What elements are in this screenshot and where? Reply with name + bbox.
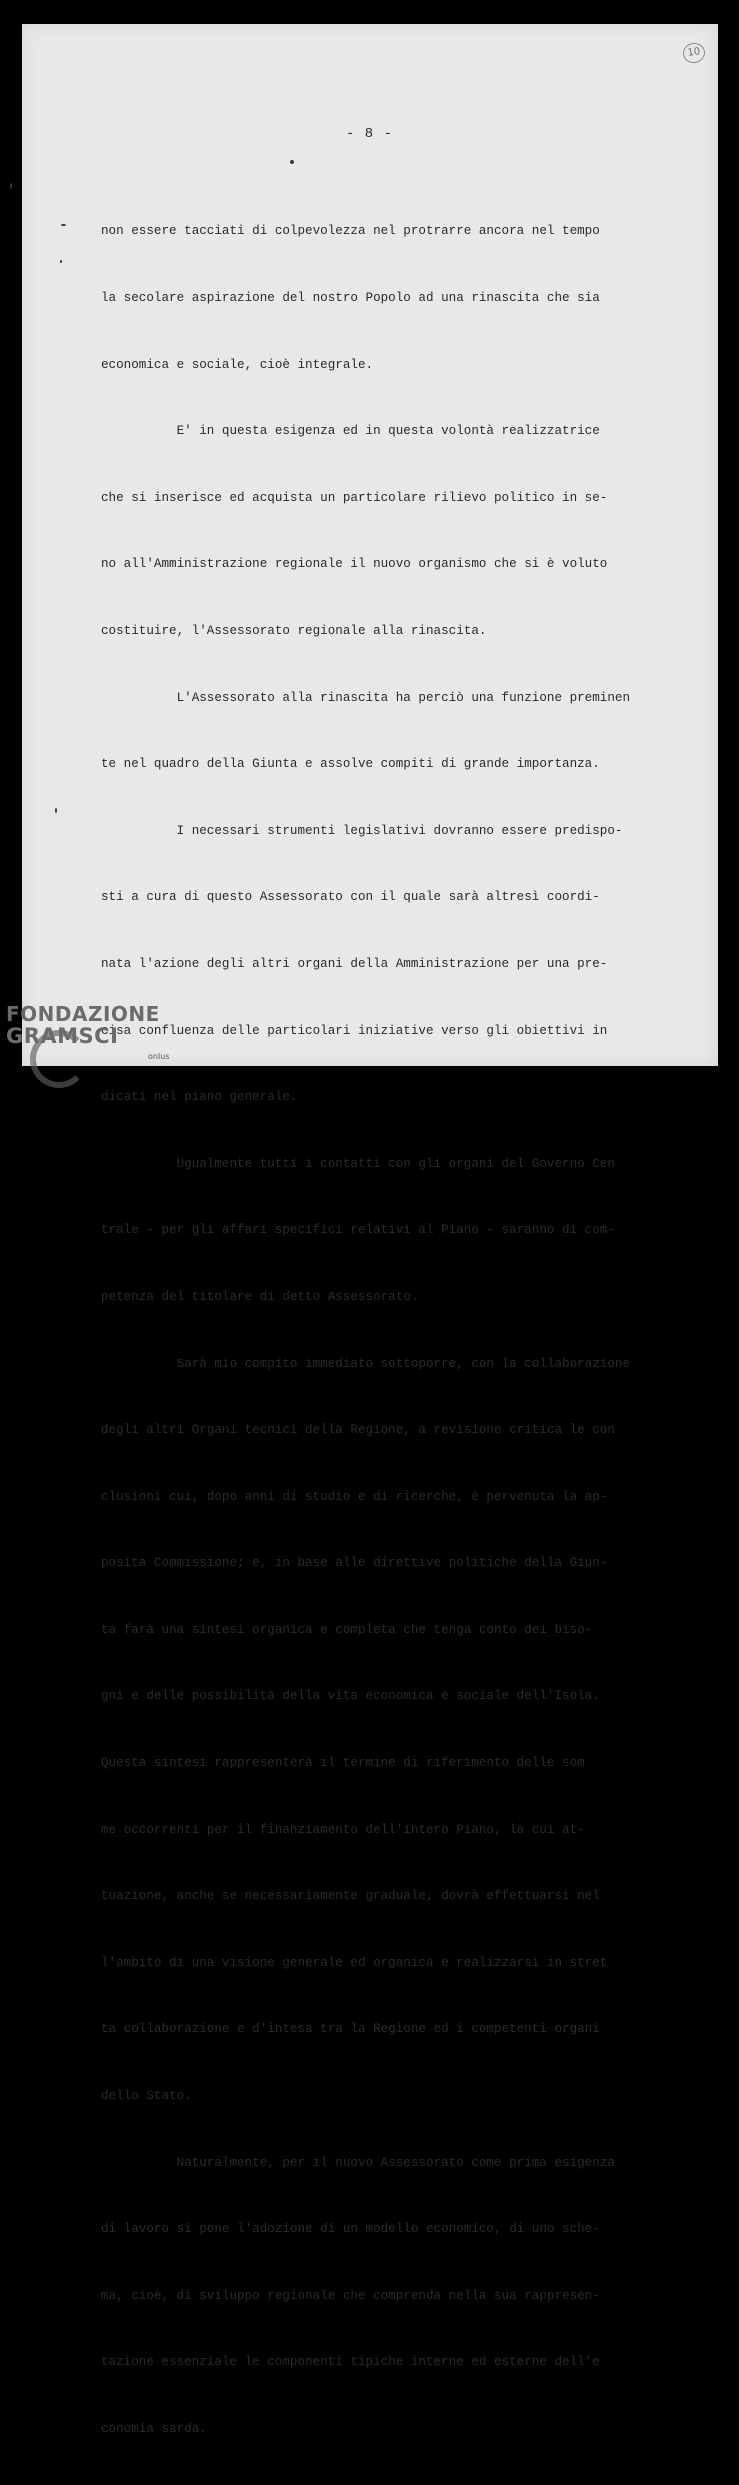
text-line: che si inserisce ed acquista un particolare rilievo politico in se- — [101, 490, 608, 505]
scan-speck — [60, 260, 62, 263]
text-line: Questa sintesi rappresenterà il termine di riferimento delle som — [101, 1756, 585, 1771]
watermark-line2: GRAMSCI — [6, 1024, 119, 1048]
scan-speck — [61, 224, 66, 226]
text-line: dicati nel piano generale. — [101, 1090, 298, 1105]
text-line: costituire, l'Assessorato regionale alla rinascita. — [101, 623, 487, 638]
text-line: tuazione, anche se necessariamente graduale, dovrà effettuarsi nel — [101, 1889, 600, 1904]
text-line: l'ambito di una visione generale ed organica e realizzarsi in stret — [101, 1955, 608, 1970]
text-line: petenza del titolare di detto Assessorato. — [101, 1289, 419, 1304]
text-line: Sarà mio compito immediato sottoporre, con la collaborazione — [101, 1356, 631, 1371]
text-line: te nel quadro della Giunta e assolve compiti di grande importanza. — [101, 757, 600, 772]
text-line: non essere tacciati di colpevolezza nel protrarre ancora nel tempo — [101, 224, 600, 239]
text-line: E' in questa esigenza ed in questa volontà realizzatrice — [101, 424, 600, 439]
scan-speck — [10, 183, 12, 189]
scan-speck — [290, 160, 294, 164]
text-line: Naturalmente, per il nuovo Assessorato come prima esigenza — [101, 2155, 615, 2170]
text-line: degli altri Organi tecnici della Regione, a revisione critica le con — [101, 1423, 615, 1438]
watermark-line1: FONDAZIONE — [6, 1002, 160, 1026]
text-line: L'Assessorato alla rinascita ha perciò una funzione preminen — [101, 690, 631, 705]
text-line: gni e delle possibilità della vita economica e sociale dell'Isola. — [101, 1689, 600, 1704]
text-line: ta farà una sintesi organica e completa che tenga conto dei biso- — [101, 1622, 593, 1637]
typewritten-body — [101, 176, 661, 2485]
text-line: tazione essenziale le componenti tipiche interne ed esterne dell'e — [101, 2355, 600, 2370]
scan-speck — [55, 808, 57, 813]
text-line: no all'Amministrazione regionale il nuovo organismo che si è voluto — [101, 557, 608, 572]
text-line: I necessari strumenti legislativi dovranno essere predispo- — [101, 823, 623, 838]
text-line: di lavoro si pone l'adozione di un modello economico, di uno sche- — [101, 2222, 600, 2237]
text-line: Ugualmente tutti i contatti con gli organi del Governo Cen — [101, 1156, 615, 1171]
page-number: - 8 - — [345, 126, 393, 142]
text-line: dello Stato. — [101, 2089, 192, 2104]
text-line: ta collaborazione e d'intesa tra la Regione ed i competenti organi — [101, 2022, 600, 2037]
text-line: ma, cioè, di sviluppo regionale che comprenda nella sua rappresen- — [101, 2288, 600, 2303]
text-line: clusioni cui, dopo anni di studio e di ricerche, è pervenuta la ap- — [101, 1489, 608, 1504]
fondazione-gramsci-watermark — [6, 1000, 186, 1080]
text-line: sti a cura di questo Assessorato con il quale sarà altresì coordi- — [101, 890, 600, 905]
text-line: trale - per gli affari specifici relativi al Piano - saranno di com- — [101, 1223, 615, 1238]
text-line: la secolare aspirazione del nostro Popolo ad una rinascita che sia — [101, 291, 600, 305]
text-line: me occorrenti per il finanziamento dell'intero Piano, la cui at- — [101, 1822, 585, 1837]
archive-page-mark: 10 — [682, 42, 707, 65]
text-line: cisa confluenza delle particolari iniziative verso gli obiettivi in — [101, 1023, 608, 1038]
text-line: economica e sociale, cioè integrale. — [101, 357, 374, 372]
watermark-sub: onlus — [148, 1052, 170, 1061]
text-line: posita Commissione; e, in base alle direttive politiche della Giun- — [101, 1556, 608, 1571]
text-line: nata l'azione degli altri organi della Amministrazione per una pre- — [101, 956, 608, 971]
text-line: conomia sarda. — [101, 2422, 207, 2436]
